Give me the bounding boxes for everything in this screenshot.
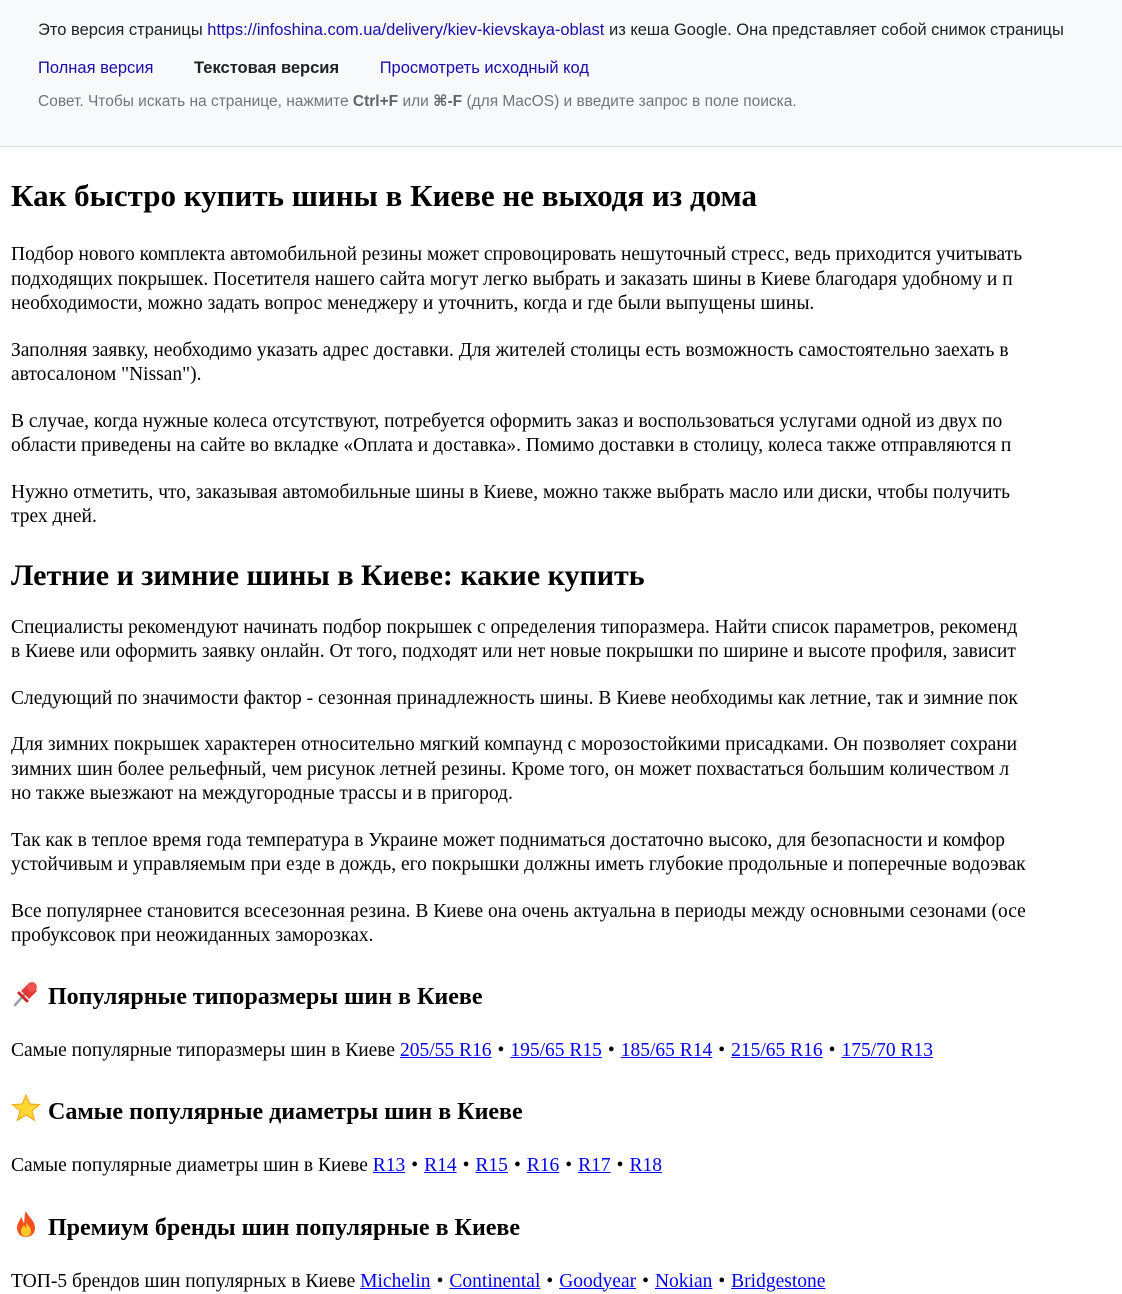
paragraph-line: пробуксовок при неожиданных заморозках. <box>11 925 373 946</box>
section-title-popular-diameters <box>11 1094 1122 1127</box>
separator: • <box>718 1271 725 1292</box>
diameter-link-r14[interactable]: R14 <box>424 1155 457 1176</box>
size-link-195-65-r15[interactable]: 195/65 R15 <box>510 1040 602 1061</box>
page-content <box>11 146 1122 1294</box>
paragraph-line: Все популярнее становится всесезонная резина. В Киеве она очень актуальна в периоды между основными сезонами (осе <box>11 901 1026 922</box>
separator: • <box>829 1040 836 1061</box>
separator: • <box>617 1155 624 1176</box>
diameter-link-r13[interactable]: R13 <box>373 1155 406 1176</box>
paragraph-line: автосалоном "Nissan"). <box>11 364 201 385</box>
section-title-popular-sizes <box>11 979 1122 1012</box>
cache-notice <box>38 21 1064 40</box>
page-title: Как быстро купить шины в Киеве не выходя из дома <box>11 178 1122 214</box>
diameter-link-r15[interactable]: R15 <box>475 1155 508 1176</box>
view-source-link[interactable]: Просмотреть исходный код <box>380 59 589 77</box>
separator: • <box>498 1040 505 1061</box>
search-tip-key-cmd-f: ⌘-F <box>433 93 462 110</box>
premium-brands-line <box>11 1270 1122 1294</box>
separator: • <box>718 1040 725 1061</box>
search-tip-mid: или <box>398 93 433 110</box>
paragraph-line: трех дней. <box>11 506 97 527</box>
diameter-link-r17[interactable]: R17 <box>578 1155 611 1176</box>
size-link-185-65-r14[interactable]: 185/65 R14 <box>621 1040 713 1061</box>
section-title-seasonal: Летние и зимние шины в Киеве: какие купить <box>11 558 1122 594</box>
paragraph-line: устойчивым и управляемым при езде в дождь, его покрышки должны иметь глубокие продольные и поперечные водоэвак <box>11 854 1026 875</box>
paragraph-line: Заполняя заявку, необходимо указать адрес доставки. Для жителей столицы есть возможность самостоятельно заехать в <box>11 340 1009 361</box>
popular-diameters-line <box>11 1154 1122 1179</box>
cache-notice-prefix: Это версия страницы <box>38 21 207 39</box>
section-heading-text: Самые популярные диаметры шин в Киеве <box>48 1099 523 1125</box>
star-icon <box>11 1094 41 1120</box>
paragraph-1 <box>11 243 1122 317</box>
paragraph-line: подходящих покрышек. Посетителя нашего сайта могут легко выбрать и заказать шины в Киеве благодаря удобному и п <box>11 269 1013 290</box>
section-title-premium-brands <box>11 1210 1122 1243</box>
paragraph-line: Специалисты рекомендуют начинать подбор покрышек с определения типоразмера. Найти список параметров, рекоменд <box>11 617 1017 638</box>
brand-link-nokian[interactable]: Nokian <box>655 1271 712 1292</box>
size-link-175-70-r13[interactable]: 175/70 R13 <box>842 1040 934 1061</box>
diameter-link-r16[interactable]: R16 <box>527 1155 560 1176</box>
separator: • <box>565 1155 572 1176</box>
diameter-link-r18[interactable]: R18 <box>629 1155 662 1176</box>
size-link-215-65-r16[interactable]: 215/65 R16 <box>731 1040 823 1061</box>
paragraph-line: Нужно отметить, что, заказывая автомобильные шины в Киеве, можно также выбрать масло или диски, чтобы получить <box>11 482 1010 503</box>
separator: • <box>642 1271 649 1292</box>
paragraph-6 <box>11 687 1122 712</box>
separator: • <box>514 1155 521 1176</box>
cache-original-url-link[interactable]: https://infoshina.com.ua/delivery/kiev-kievskaya-oblast <box>207 21 604 39</box>
paragraph-line: в Киеве или оформить заявку онлайн. От того, подходят или нет новые покрышки по ширине и высоте профиля, зависит <box>11 641 1016 662</box>
paragraph-line: Так как в теплое время года температура в Украине может подниматься достаточно высоко, для безопасности и комфор <box>11 830 1005 851</box>
separator: • <box>411 1155 418 1176</box>
paragraph-line: зимних шин более рельефный, чем рисунок летней резины. Кроме того, он может похвастаться большим количеством л <box>11 759 1009 780</box>
section-heading-text: Популярные типоразмеры шин в Киеве <box>48 984 482 1010</box>
pushpin-icon <box>11 979 41 1005</box>
search-tip <box>38 92 797 111</box>
size-link-205-55-r16[interactable]: 205/55 R16 <box>400 1040 492 1061</box>
paragraph-4 <box>11 481 1122 530</box>
popular-sizes-line <box>11 1039 1122 1064</box>
brand-link-goodyear[interactable]: Goodyear <box>559 1271 636 1292</box>
text-version-link[interactable]: Текстовая версия <box>194 59 339 77</box>
separator: • <box>546 1271 553 1292</box>
separator: • <box>437 1271 444 1292</box>
cache-notice-suffix: из кеша Google. Она представляет собой снимок страницы <box>604 21 1063 39</box>
brand-link-michelin[interactable]: Michelin <box>360 1271 430 1292</box>
popular-diameters-lead: Самые популярные диаметры шин в Киеве <box>11 1155 373 1176</box>
search-tip-key-ctrl-f: Ctrl+F <box>353 93 398 110</box>
paragraph-line: Следующий по значимости фактор - сезонная принадлежность шины. В Киеве необходимы как летние, так и зимние пок <box>11 688 1018 709</box>
brand-link-continental[interactable]: Continental <box>449 1271 540 1292</box>
separator: • <box>463 1155 470 1176</box>
paragraph-line: необходимости, можно задать вопрос менеджеру и уточнить, когда и где были выпущены шины. <box>11 293 814 314</box>
brand-link-bridgestone[interactable]: Bridgestone <box>731 1271 825 1292</box>
paragraph-8 <box>11 829 1122 878</box>
paragraph-line: В случае, когда нужные колеса отсутствуют, потребуется оформить заказ и воспользоваться услугами одной из двух по <box>11 411 1002 432</box>
separator: • <box>608 1040 615 1061</box>
full-version-link[interactable]: Полная версия <box>38 59 153 77</box>
paragraph-line: области приведены на сайте во вкладке «Оплата и доставка». Помимо доставки в столицу, колеса также отправляются п <box>11 435 1011 456</box>
paragraph-line: Для зимних покрышек характерен относительно мягкий компаунд с морозостойкими присадками. Он позволяет сохрани <box>11 734 1017 755</box>
paragraph-3 <box>11 410 1122 459</box>
section-heading-text: Премиум бренды шин популярные в Киеве <box>48 1215 520 1241</box>
paragraph-line: но также выезжают на междугородные трассы и в пригород. <box>11 783 513 804</box>
search-tip-prefix: Совет. Чтобы искать на странице, нажмите <box>38 93 353 110</box>
cache-version-links <box>38 59 625 78</box>
paragraph-7 <box>11 733 1122 807</box>
fire-icon <box>11 1210 41 1236</box>
search-tip-suffix: (для MacOS) и введите запрос в поле поиска. <box>462 93 797 110</box>
paragraph-9 <box>11 900 1122 949</box>
paragraph-line: Подбор нового комплекта автомобильной резины может спровоцировать нешуточный стресс, ведь приходится учитывать <box>11 244 1022 265</box>
paragraph-5 <box>11 616 1122 665</box>
popular-sizes-lead: Самые популярные типоразмеры шин в Киеве <box>11 1040 400 1061</box>
premium-brands-lead: ТОП-5 брендов шин популярных в Киеве <box>11 1271 360 1292</box>
google-cache-header <box>0 0 1122 147</box>
paragraph-2 <box>11 339 1122 388</box>
